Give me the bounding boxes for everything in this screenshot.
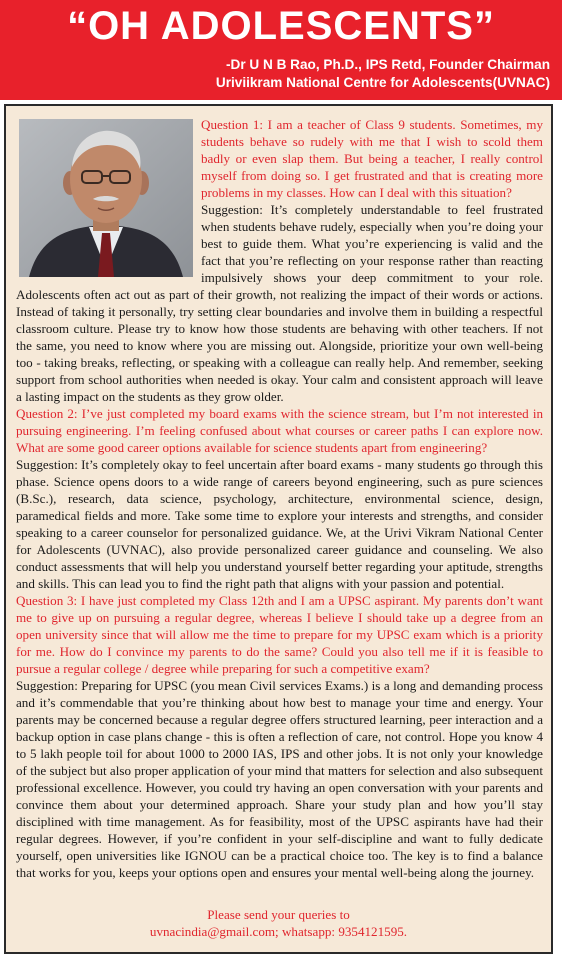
author-photo: [19, 119, 193, 277]
author-portrait-image: [19, 119, 193, 277]
qa-content: [16, 116, 543, 881]
answer-1: Suggestion: It’s completely understandable to feel frustrated when students behave rudely, especially when you’re doing your best to guide them. What you’re experiencing is valid and the fact that you’re reflecting on your response rather than reacting impulsively shows your deep commitment to your role. Adolescents often act out as part of their growth, not realizing the impact of their words or actions. Instead of taking it personally, try setting clear boundaries and involve them in building a respectful classroom culture. Please try to know how those students are behaving with other teachers. If not the same, you need to know where you are missing out. Alongside, prioritize your own well-being too - taking breaks, reflecting, or speaking with a colleague can really help. And remember, seeking support from school authorities when needed is okay. Your calm and consistent approach will leave a lasting impact on the students as they grow older.: [16, 202, 543, 404]
header-banner: [0, 0, 562, 100]
footer-contact: uvnacindia@gmail.com; whatsapp: 9354121595.: [149, 924, 408, 939]
footer-line-1: Please send your queries to: [207, 907, 350, 922]
qa-box: [4, 104, 553, 954]
question-1: Question 1: I am a teacher of Class 9 students. Sometimes, my students behave so rudely with me that I wish to scold them badly or even slap them. But being a teacher, I really control myself from doing so. I get frustrated and that is creating more problems in my classes. How can I deal with this situation?: [201, 117, 543, 200]
author-byline: [216, 56, 550, 92]
byline-author: -Dr U N B Rao, Ph.D., IPS Retd, Founder Chairman: [225, 57, 550, 72]
answer-3: Suggestion: Preparing for UPSC (you mean Civil services Exams.) is a long and demanding process and it’s commendable that you’re thinking about how best to manage your time and energy. Your parents may be concerned because a regular degree offers structured learning, peer interaction and a backup option in case plans change - this is often a reflection of care, not control. Hope you know 4 to 5 lakh people toil for about 1000 to 2000 IAS, IPS and other jobs. It is not only your knowledge of the subject but also proper application of your mind that matters for selection and also subsequent professional excellence. However, you could try having an open conversation with your parents and convince them about your determined approach. Share your study plan and how you’ll stay disciplined with time management. As for feasibility, most of the UPSC aspirants have had their regular degrees. However, if you’re confident in your self-discipline and want to fully dedicate yourself, open universities like IGNOU can be a practical choice too. The key is to find a balance that works for you, keeps your options open and ensures your mental well-being along the journey.: [16, 678, 543, 880]
question-2: Question 2: I’ve just completed my board exams with the science stream, but I’m not interested in pursuing engineering. I’m feeling confused about what courses or career paths I can explore now. What are some good career options available for science students apart from engineering?: [16, 406, 543, 455]
column-title: “OH ADOLESCENTS”: [67, 4, 495, 48]
contact-footer: [6, 906, 551, 940]
byline-organization: Uriviikram National Centre for Adolescents(UVNAC): [215, 75, 550, 90]
answer-2: Suggestion: It’s completely okay to feel uncertain after board exams - many students go through this phase. Science opens doors to a wide range of careers beyond engineering, such as pure sciences (B.Sc.), research, data science, psychology, architecture, environmental science, design, paramedical fields and more. Take some time to explore your interests and strengths, and consider speaking to a career counselor for personalized guidance. We, at the Urivi Vikram National Center for Adolescents (UVNAC), also provide personalized career guidance and counseling. We also conduct assessments that will help you understand yourself better regarding your aptitude, strengths and skills. This can lead you to find the right path that aligns with your passion and potential.: [16, 457, 543, 591]
question-3: Question 3: I have just completed my Class 12th and I am a UPSC aspirant. My parents don’t want me to give up on pursuing a regular degree, whereas I believe I should take up a degree from an open university since that will allow me the time to prepare for my UPSC exam which is a priority for me. How do I convince my parents to do the same? Could you also tell me if it is feasible to pursue a regular college / degree while preparing for such a competitive exam?: [16, 593, 543, 676]
